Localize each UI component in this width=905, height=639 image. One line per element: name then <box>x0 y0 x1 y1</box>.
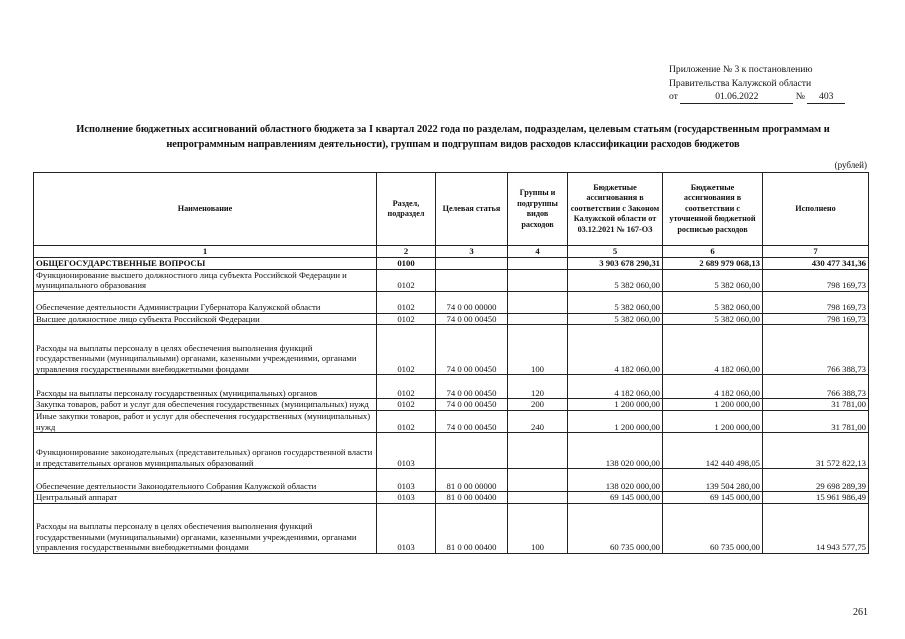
cell-refined: 69 145 000,00 <box>663 492 763 504</box>
cell-refined: 5 382 060,00 <box>663 269 763 291</box>
header-groups: Группы и подгруппы видов расходов <box>508 173 568 246</box>
cell-done: 31 781,00 <box>763 410 869 432</box>
cell-section: 0103 <box>377 469 436 492</box>
cell-name: Функционирование законодательных (представительных) органов государственной власти и представительных органов муниципальных образований <box>34 433 377 469</box>
cell-name: Функционирование высшего должностного лица субъекта Российской Федерации и муниципального образования <box>34 269 377 291</box>
header-name: Наименование <box>34 173 377 246</box>
cell-name: Центральный аппарат <box>34 492 377 504</box>
cell-done: 14 943 577,75 <box>763 503 869 553</box>
cell-done: 29 698 289,39 <box>763 469 869 492</box>
cell-refined: 4 182 060,00 <box>663 325 763 375</box>
cell-law: 4 182 060,00 <box>568 375 663 399</box>
table-row <box>34 492 869 504</box>
header-section: Раздел, подраздел <box>377 173 436 246</box>
header-refined: Бюджетные ассигнования в соответствии с уточненной бюджетной росписью расходов <box>663 173 763 246</box>
cell-group <box>508 313 568 325</box>
cell-done: 15 961 986,49 <box>763 492 869 504</box>
table-row <box>34 469 869 492</box>
cell-name: Обеспечение деятельности Законодательного Собрания Калужской области <box>34 469 377 492</box>
table-row <box>34 433 869 469</box>
cell-group <box>508 433 568 469</box>
column-number: 7 <box>763 246 869 258</box>
cell-target <box>436 433 508 469</box>
appendix-date-line <box>669 90 869 104</box>
appendix-line-1: Приложение № 3 к постановлению <box>669 64 813 75</box>
column-number: 4 <box>508 246 568 258</box>
cell-law: 5 382 060,00 <box>568 269 663 291</box>
cell-group <box>508 258 568 270</box>
cell-refined: 4 182 060,00 <box>663 375 763 399</box>
table-row <box>34 313 869 325</box>
cell-group: 100 <box>508 325 568 375</box>
cell-refined: 139 504 280,00 <box>663 469 763 492</box>
table-row <box>34 399 869 411</box>
cell-name: Закупка товаров, работ и услуг для обеспечения государственных (муниципальных) нужд <box>34 399 377 411</box>
cell-group: 200 <box>508 399 568 411</box>
header-done: Исполнено <box>763 173 869 246</box>
number-prefix: № <box>795 91 805 102</box>
cell-target: 74 0 00 00450 <box>436 313 508 325</box>
column-number: 2 <box>377 246 436 258</box>
column-number: 6 <box>663 246 763 258</box>
cell-name: Расходы на выплаты персоналу государственных (муниципальных) органов <box>34 375 377 399</box>
cell-done: 798 169,73 <box>763 269 869 291</box>
cell-refined: 2 689 979 068,13 <box>663 258 763 270</box>
cell-section: 0102 <box>377 399 436 411</box>
header-law: Бюджетные ассигнования в соответствии с Законом Калужской области от 03.12.2021 № 167-ОЗ <box>568 173 663 246</box>
cell-section: 0100 <box>377 258 436 270</box>
table-row <box>34 291 869 313</box>
appendix-line-2: Правительства Калужской области <box>669 77 812 89</box>
header-row <box>34 173 869 246</box>
cell-group <box>508 469 568 492</box>
cell-group: 120 <box>508 375 568 399</box>
cell-refined: 1 200 000,00 <box>663 399 763 411</box>
cell-section: 0103 <box>377 503 436 553</box>
table-row <box>34 258 869 270</box>
decree-date: 01.06.2022 <box>680 92 793 104</box>
page-number: 261 <box>853 607 868 618</box>
appendix-block <box>669 63 869 104</box>
cell-law: 5 382 060,00 <box>568 291 663 313</box>
cell-refined: 5 382 060,00 <box>663 313 763 325</box>
cell-section: 0102 <box>377 269 436 291</box>
table-row <box>34 375 869 399</box>
cell-name: Расходы на выплаты персоналу в целях обеспечения выполнения функций государственными (муниципальными) органами, казенными учреждениями, органами управления государственными внебюджетными фондами <box>34 503 377 553</box>
cell-section: 0102 <box>377 325 436 375</box>
unit-label: (рублей) <box>834 160 867 170</box>
cell-target: 74 0 00 00450 <box>436 375 508 399</box>
cell-refined: 1 200 000,00 <box>663 410 763 432</box>
cell-target: 81 0 00 00400 <box>436 492 508 504</box>
cell-group: 100 <box>508 503 568 553</box>
cell-target: 74 0 00 00000 <box>436 291 508 313</box>
cell-law: 138 020 000,00 <box>568 469 663 492</box>
cell-done: 31 572 822,13 <box>763 433 869 469</box>
cell-target: 81 0 00 00400 <box>436 503 508 553</box>
date-prefix: от <box>669 91 678 102</box>
document-title: Исполнение бюджетных ассигнований областного бюджета за I квартал 2022 года по разделам, подразделам, целевым статьям (государственным программам и непрограммным направлениям деятельности), группам и подгруппам видов расходов классификации расходов бюджетов <box>76 124 830 150</box>
cell-law: 3 903 678 290,31 <box>568 258 663 270</box>
cell-refined: 142 440 498,05 <box>663 433 763 469</box>
cell-law: 60 735 000,00 <box>568 503 663 553</box>
cell-law: 1 200 000,00 <box>568 399 663 411</box>
table-row <box>34 325 869 375</box>
cell-done: 798 169,73 <box>763 313 869 325</box>
cell-law: 138 020 000,00 <box>568 433 663 469</box>
table-row <box>34 503 869 553</box>
cell-done: 798 169,73 <box>763 291 869 313</box>
cell-law: 69 145 000,00 <box>568 492 663 504</box>
cell-refined: 60 735 000,00 <box>663 503 763 553</box>
table-row <box>34 410 869 432</box>
cell-section: 0103 <box>377 492 436 504</box>
column-number: 5 <box>568 246 663 258</box>
cell-target: 74 0 00 00450 <box>436 410 508 432</box>
cell-section: 0102 <box>377 375 436 399</box>
cell-group: 240 <box>508 410 568 432</box>
cell-refined: 5 382 060,00 <box>663 291 763 313</box>
cell-section: 0102 <box>377 313 436 325</box>
cell-done: 31 781,00 <box>763 399 869 411</box>
cell-section: 0103 <box>377 433 436 469</box>
cell-group <box>508 291 568 313</box>
cell-section: 0102 <box>377 410 436 432</box>
cell-target: 74 0 00 00450 <box>436 399 508 411</box>
cell-law: 5 382 060,00 <box>568 313 663 325</box>
cell-group <box>508 492 568 504</box>
cell-target: 74 0 00 00450 <box>436 325 508 375</box>
table-row <box>34 269 869 291</box>
cell-name: Расходы на выплаты персоналу в целях обеспечения выполнения функций государственными (муниципальными) органами, казенными учреждениями, органами управления государственными внебюджетными фондами <box>34 325 377 375</box>
cell-law: 1 200 000,00 <box>568 410 663 432</box>
column-number-row <box>34 246 869 258</box>
cell-target: 81 0 00 00000 <box>436 469 508 492</box>
cell-name: Иные закупки товаров, работ и услуг для обеспечения государственных (муниципальных) нужд <box>34 410 377 432</box>
cell-section: 0102 <box>377 291 436 313</box>
column-number: 3 <box>436 246 508 258</box>
cell-done: 430 477 341,36 <box>763 258 869 270</box>
cell-done: 766 388,73 <box>763 375 869 399</box>
cell-name: Высшее должностное лицо субъекта Российской Федерации <box>34 313 377 325</box>
cell-done: 766 388,73 <box>763 325 869 375</box>
cell-name: ОБЩЕГОСУДАРСТВЕННЫЕ ВОПРОСЫ <box>34 258 377 270</box>
cell-target <box>436 258 508 270</box>
column-number: 1 <box>34 246 377 258</box>
cell-target <box>436 269 508 291</box>
cell-group <box>508 269 568 291</box>
cell-law: 4 182 060,00 <box>568 325 663 375</box>
budget-table <box>33 172 869 554</box>
header-target: Целевая статья <box>436 173 508 246</box>
decree-number: 403 <box>807 92 845 104</box>
cell-name: Обеспечение деятельности Администрации Губернатора Калужской области <box>34 291 377 313</box>
